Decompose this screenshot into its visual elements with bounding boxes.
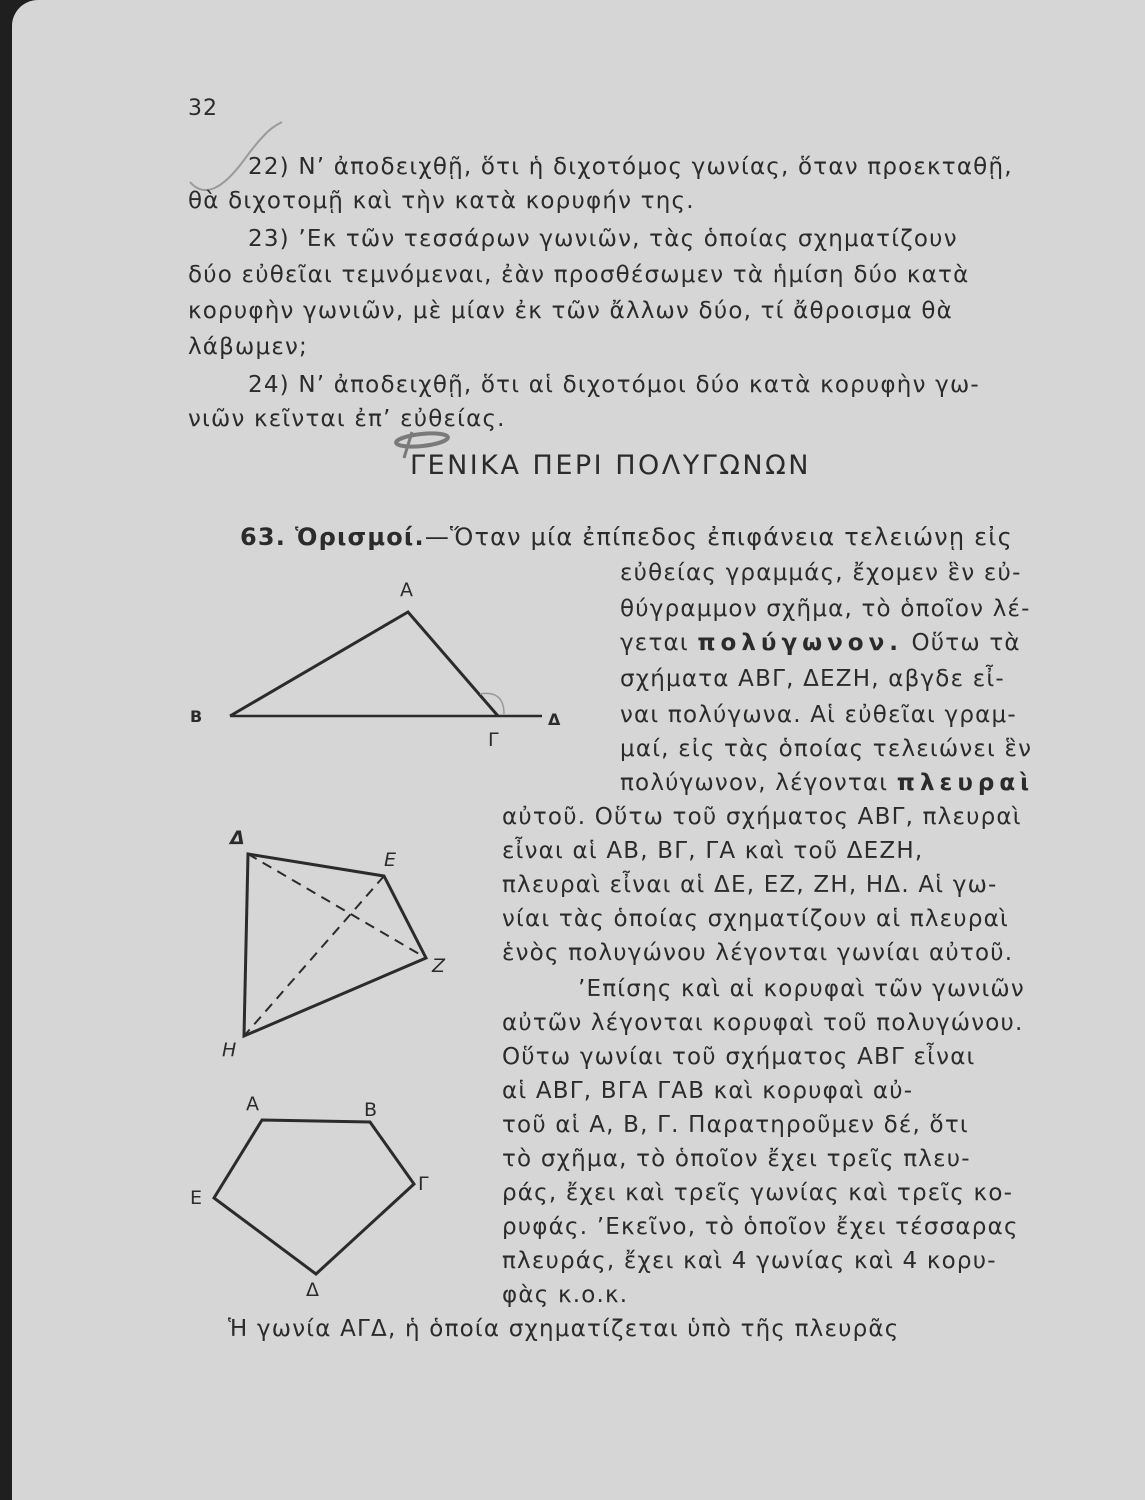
vertex-label: Γ bbox=[418, 1173, 429, 1195]
book-page bbox=[12, 0, 1145, 1500]
text-line: νίαι τὰς ὁποίας σχηματίζουν αἱ πλευραὶ bbox=[502, 906, 1009, 932]
exercise-line: δύο εὐθεῖαι τεμνόμεναι, ἐὰν προσθέσωμεν τὰ ἡμίση δύο κατὰ bbox=[188, 262, 970, 288]
vertex-label: Β bbox=[364, 1099, 378, 1121]
text-line: σχήματα ΑΒΓ, ΔΕΖΗ, αβγδε εἶ- bbox=[620, 666, 1005, 692]
text-line bbox=[620, 628, 1021, 658]
text-line: ράς, ἔχει καὶ τρεῖς γωνίας καὶ τρεῖς κο- bbox=[502, 1180, 1014, 1206]
text-line: φὰς κ.ο.κ. bbox=[502, 1282, 629, 1308]
vertex-label: Η bbox=[222, 1039, 237, 1061]
triangle-drawing bbox=[212, 590, 562, 730]
exercise-line: νιῶν κεῖνται ἐπ’ εὐθείας. bbox=[188, 406, 506, 432]
text-line: ’Επίσης καὶ αἱ κορυφαὶ τῶν γωνιῶν bbox=[578, 976, 1025, 1002]
text-line: ἑνὸς πολυγώνου λέγονται γωνίαι αὐτοῦ. bbox=[502, 940, 1014, 966]
text-line: εἶναι αἱ ΑΒ, ΒΓ, ΓΑ καὶ τοῦ ΔΕΖΗ, bbox=[502, 838, 924, 864]
vertex-label: Ε bbox=[384, 849, 397, 871]
quadrilateral-drawing bbox=[222, 827, 442, 1040]
term-polygon: πολύγωνον. bbox=[697, 630, 903, 656]
section-number: 63. bbox=[240, 523, 287, 551]
section-title: ΓΕΝΙΚΑ ΠΕΡΙ ΠΟΛΥΓΩΝΩΝ bbox=[410, 450, 811, 481]
exercise-line: λάβωμεν; bbox=[188, 334, 308, 360]
vertex-label: Δ bbox=[548, 710, 561, 729]
vertex-label: Δ bbox=[230, 827, 245, 849]
page-number: 32 bbox=[188, 96, 218, 121]
text-line: ρυφάς. ’Εκεῖνο, τὸ ὁποῖον ἔχει τέσσαρας bbox=[502, 1214, 1019, 1240]
exercise-line: κορυφὴν γωνιῶν, μὲ μίαν ἐκ τῶν ἄλλων δύο, τί ἄθροισμα θὰ bbox=[188, 298, 953, 324]
vertex-label: Ε bbox=[190, 1187, 203, 1209]
exercise-line: θὰ διχοτομῇ καὶ τὴν κατὰ κορυφήν της. bbox=[188, 188, 695, 214]
text-line bbox=[620, 768, 1034, 798]
vertex-label: Β bbox=[190, 707, 203, 726]
text-line: θύγραμμον σχῆμα, τὸ ὁποῖον λέ- bbox=[620, 596, 1031, 622]
exercise-line: 23) ’Εκ τῶν τεσσάρων γωνιῶν, τὰς ὁποίας σχηματίζουν bbox=[248, 226, 958, 252]
exercise-line: 24) Ν’ ἀποδειχθῇ, ὅτι αἱ διχοτόμοι δύο κατὰ κορυφὴν γω- bbox=[248, 372, 980, 398]
vertex-label: Ζ bbox=[432, 955, 446, 977]
vertex-label: Γ bbox=[488, 729, 499, 751]
text-line: τὸ σχῆμα, τὸ ὁποῖον ἔχει τρεῖς πλευ- bbox=[502, 1146, 971, 1172]
text-line: αὐτῶν λέγονται κορυφαὶ τοῦ πολυγώνου. bbox=[502, 1010, 1024, 1036]
text-fragment: Οὕτω τὰ bbox=[911, 630, 1021, 656]
text-line: αἱ ΑΒΓ, ΒΓΑ ΓΑΒ καὶ κορυφαὶ αὐ- bbox=[502, 1078, 914, 1104]
text-line: εὐθείας γραμμάς, ἔχομεν ἓν εὐ- bbox=[620, 560, 1022, 586]
vertex-label: Δ bbox=[306, 1279, 319, 1301]
text-line: μαί, εἰς τὰς ὁποίας τελειώνει ἓν bbox=[620, 736, 1033, 762]
text-line: Ἡ γωνία ΑΓΔ, ἡ ὁποία σχηματίζεται ὑπὸ τῆς πλευρᾶς bbox=[228, 1316, 900, 1342]
text-line: πλευραὶ εἶναι αἱ ΔΕ, ΕΖ, ΖΗ, ΗΔ. Αἱ γω- bbox=[502, 872, 998, 898]
text-line: ναι πολύγωνα. Αἱ εὐθεῖαι γραμ- bbox=[620, 702, 1017, 728]
vertex-label: Α bbox=[400, 579, 413, 601]
exercise-line: 22) Ν’ ἀποδειχθῇ, ὅτι ἡ διχοτόμος γωνίας, ὅταν προεκταθῇ, bbox=[248, 154, 1013, 180]
term-sides: πλευραὶ bbox=[896, 770, 1035, 796]
section-first-line-text: —Ὅταν μία ἐπίπεδος ἐπιφάνεια τελειώνῃ εἰς bbox=[424, 523, 1013, 551]
text-line: αὐτοῦ. Οὕτω τοῦ σχήματος ΑΒΓ, πλευραὶ bbox=[502, 804, 1022, 830]
text-fragment: πολύγωνον, λέγονται bbox=[620, 770, 889, 796]
text-line: Οὕτω γωνίαι τοῦ σχήματος ΑΒΓ εἶναι bbox=[502, 1044, 976, 1070]
section-first-line bbox=[240, 522, 1013, 552]
section-label: Ὁρισμοί. bbox=[294, 523, 425, 551]
text-line: τοῦ αἱ Α, Β, Γ. Παρατηροῦμεν δέ, ὅτι bbox=[502, 1112, 969, 1138]
text-fragment: γεται bbox=[620, 630, 689, 656]
vertex-label: Α bbox=[246, 1093, 259, 1115]
pentagon-drawing bbox=[202, 1110, 432, 1290]
text-line: πλευράς, ἔχει καὶ 4 γωνίας καὶ 4 κορυ- bbox=[502, 1248, 997, 1274]
